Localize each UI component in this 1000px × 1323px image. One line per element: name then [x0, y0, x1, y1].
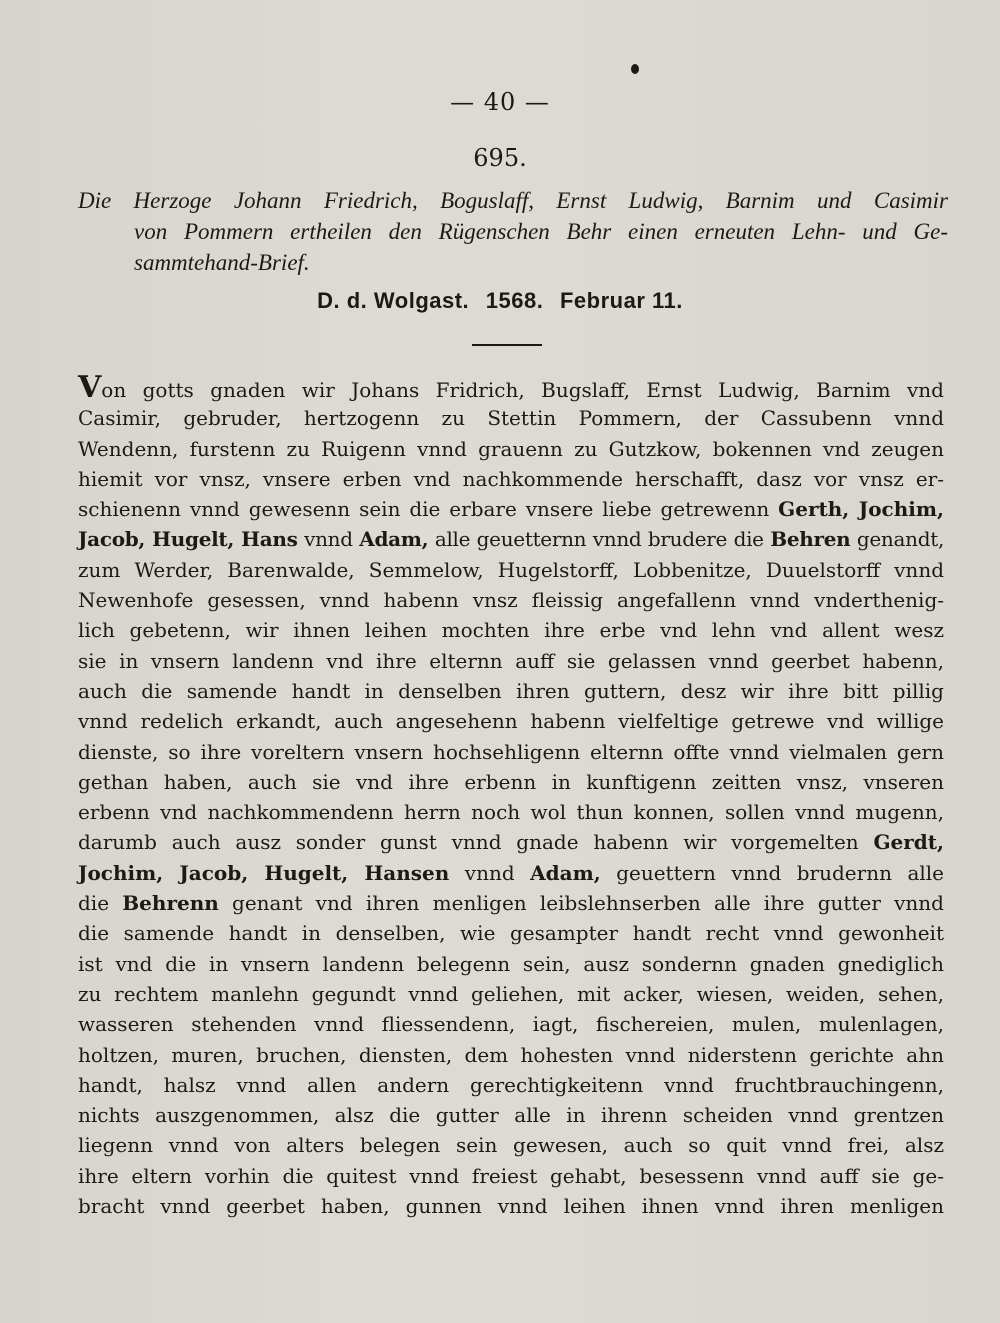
heading-line: von Pommern ertheilen den Rügenschen Behr einen erneuten Lehn- und Ge-	[134, 219, 948, 244]
person-name: Gerth, Jochim,	[778, 497, 944, 522]
body-line	[78, 370, 944, 405]
body-text-segment: genant vnd ihren menligen leibslehnserben alle ihre gutter vnnd	[218, 891, 944, 916]
body-text-segment: zu rechtem manlehn gegundt vnnd geliehen, mit acker, wiesen, weiden, sehen,	[78, 981, 944, 1006]
person-name: Jacob, Hugelt, Hans	[78, 527, 298, 552]
body-text-segment: geuettern vnnd brudernn alle	[600, 860, 944, 885]
dateline	[0, 288, 1000, 314]
dateline-place: D. d. Wolgast.	[317, 288, 470, 313]
body-text-segment: liegenn vnnd von alters belegen sein gewesen, auch so quit vnnd frei, alsz	[78, 1133, 944, 1158]
dateline-date: Februar 11.	[559, 288, 683, 313]
body-line	[78, 585, 944, 615]
body-line	[78, 918, 944, 948]
body-text-segment: on gotts gnaden wir Johans Fridrich, Bugslaff, Ernst Ludwig, Barnim vnd	[101, 378, 944, 402]
body-text-segment: nichts auszgenommen, alsz die gutter alle in ihrenn scheiden vnnd grentzen	[78, 1103, 944, 1128]
body-text-segment: die	[78, 891, 123, 916]
body-text-segment: vnnd redelich erkandt, auch angesehenn habenn vielfeltige getrewe vnd willige	[78, 709, 944, 734]
document-number: 695.	[473, 144, 527, 172]
body-text-segment: handt, halsz vnnd allen andern gerechtigkeitenn vnnd fruchtbrauchingenn,	[78, 1072, 944, 1097]
body-line	[78, 1009, 944, 1039]
body-line	[78, 1191, 944, 1221]
body-line	[78, 949, 944, 979]
body-text-segment: wasseren stehenden vnnd fliessendenn, iagt, fischereien, mulen, mulenlagen,	[78, 1012, 944, 1037]
body-line	[78, 827, 944, 857]
body-text-segment: schienenn vnnd gewesenn sein die erbare vnsere liebe getrewenn	[78, 497, 779, 522]
person-name: Behrenn	[122, 891, 219, 916]
body-text-segment: gethan haben, auch sie vnd ihre erbenn in kunftigenn zeitten vnsz, vnseren	[78, 769, 944, 794]
dateline-year: 1568.	[485, 288, 544, 313]
body-line	[78, 676, 944, 706]
body-text-segment: vnnd	[449, 860, 531, 885]
body-text-segment: dienste, so ihre voreltern vnsern hochsehligenn elternn offte vnnd vielmalen gern	[78, 739, 944, 764]
body-line	[78, 403, 944, 433]
body-line	[78, 888, 944, 918]
body-line	[78, 737, 944, 767]
body-line	[78, 979, 944, 1009]
initial-letter: V	[78, 370, 102, 405]
body-text-segment: alle geuetternn vnnd brudere die	[428, 527, 771, 552]
body-text-segment: hiemit vor vnsz, vnsere erben vnd nachkommende herschafft, dasz vor vnsz er-	[78, 466, 944, 491]
body-text-segment: auch die samende handt in denselben ihren guttern, desz wir ihre bitt pillig	[78, 678, 944, 703]
body-line	[78, 1040, 944, 1070]
body-line	[78, 524, 944, 554]
body-text-segment: ist vnd die in vnsern landenn belegenn sein, ausz sondernn gnaden gnediglich	[78, 951, 944, 976]
body-line	[78, 494, 944, 524]
body-text-segment: zum Werder, Barenwalde, Semmelow, Hugelstorff, Lobbenitze, Duuelstorff vnnd	[78, 557, 944, 582]
heading-line: Die Herzoge Johann Friedrich, Boguslaff, Ernst Ludwig, Barnim und Casimir	[78, 188, 948, 213]
person-name: Adam,	[530, 860, 601, 885]
body-text-segment: genandt,	[850, 527, 945, 552]
body-text-segment: lich gebetenn, wir ihnen leihen mochten ihre erbe vnd lehn vnd allent wesz	[78, 618, 944, 643]
body-text-segment: holtzen, muren, bruchen, diensten, dem hohesten vnnd niderstenn gerichte ahn	[78, 1042, 944, 1067]
heading-line: sammtehand-Brief.	[134, 250, 310, 275]
body-line	[78, 1070, 944, 1100]
body-text-segment: Newenhofe gesessen, vnnd habenn vnsz fleissig angefallenn vnnd vnderthenig-	[78, 588, 944, 613]
body-line	[78, 555, 944, 585]
body-line	[78, 706, 944, 736]
document-heading	[78, 185, 948, 278]
body-line	[78, 464, 944, 494]
body-text-segment: bracht vnnd geerbet haben, gunnen vnnd leihen ihnen vnnd ihren menligen	[78, 1194, 944, 1219]
body-line	[78, 1100, 944, 1130]
person-name: Adam,	[359, 527, 429, 552]
section-divider	[472, 344, 542, 346]
body-line	[78, 434, 944, 464]
body-line	[78, 615, 944, 645]
person-name: Gerdt,	[873, 830, 944, 855]
body-text-segment: die samende handt in denselben, wie gesampter handt recht vnnd gewonheit	[78, 921, 944, 946]
body-text-segment: erbenn vnd nachkommendenn herrn noch wol thun konnen, sollen vnnd mugenn,	[78, 800, 944, 825]
ink-speck	[631, 64, 639, 74]
body-line	[78, 646, 944, 676]
body-text-segment: sie in vnsern landenn vnd ihre elternn auff sie gelassen vnnd geerbet habenn,	[78, 648, 944, 673]
body-line	[78, 1130, 944, 1160]
body-text-segment: vnnd	[297, 527, 360, 552]
body-text-segment: Casimir, gebruder, hertzogenn zu Stettin Pommern, der Cassubenn vnnd	[78, 406, 944, 431]
body-line	[78, 767, 944, 797]
body-line	[78, 797, 944, 827]
body-line	[78, 1161, 944, 1191]
body-line	[78, 858, 944, 888]
person-name: Jochim, Jacob, Hugelt, Hansen	[78, 860, 450, 885]
body-text-segment: ihre eltern vorhin die quitest vnnd freiest gehabt, besessenn vnnd auff sie ge-	[78, 1163, 944, 1188]
body-text-segment: Wendenn, furstenn zu Ruigenn vnnd grauenn zu Gutzkow, bokennen vnd zeugen	[78, 436, 944, 461]
body-text-segment: darumb auch ausz sonder gunst vnnd gnade habenn wir vorgemelten	[78, 830, 874, 855]
page-number: — 40 —	[450, 88, 550, 116]
document-body	[78, 370, 945, 1221]
person-name: Behren	[770, 527, 851, 552]
